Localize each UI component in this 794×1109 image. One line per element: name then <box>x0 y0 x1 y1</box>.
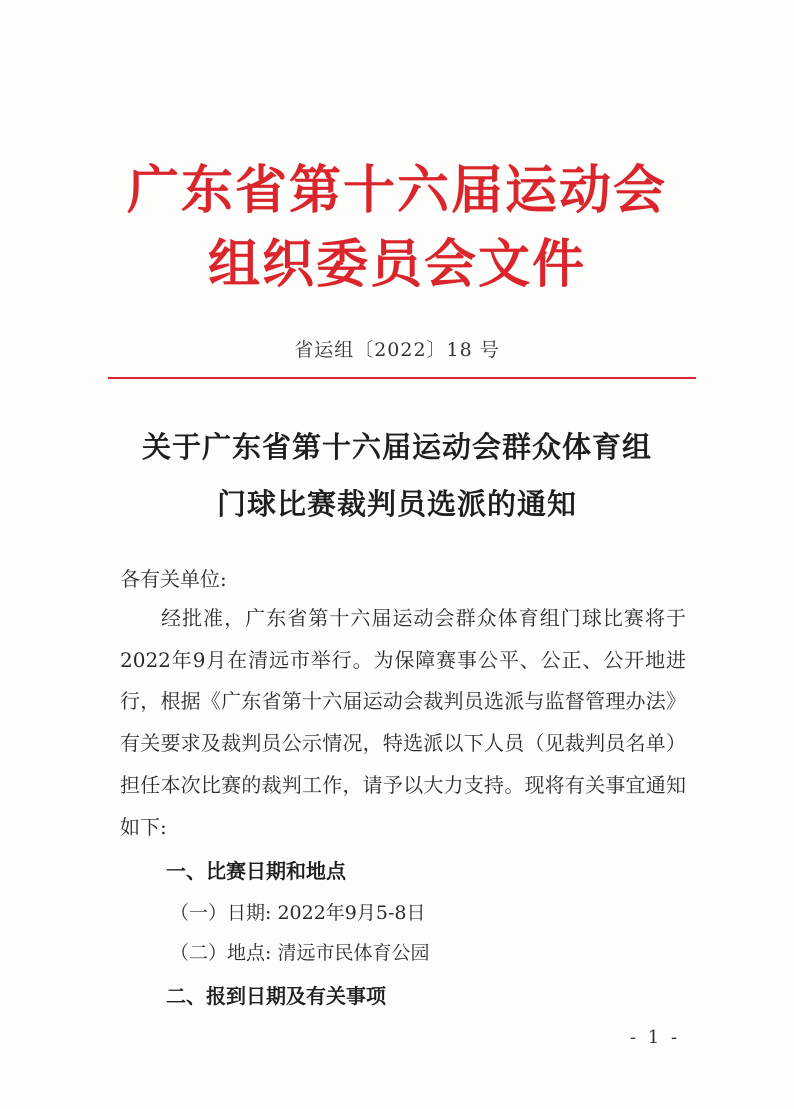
header-title-line2: 组织委员会文件 <box>207 235 586 295</box>
notice-title-line1: 关于广东省第十六届运动会群众体育组 <box>141 430 652 464</box>
body-paragraph-text: 经批准，广东省第十六届运动会群众体育组门球比赛将于2022年9月在清远市举行。为保障赛事公平、公正、公开地进行，根据《广东省第十六届运动会裁判员选派与监督管理办法》有关要求及裁判员公示情况，特选派以下人员（见裁判员名单）担任本次比赛的裁判工作，请予以大力支持。现将有关事宜通知如下: <box>120 606 686 839</box>
section-heading-2: 二、报到日期及有关事项 <box>166 984 386 1008</box>
header-title-line1: 广东省第十六届运动会 <box>126 161 667 221</box>
section-heading-1: 一、比赛日期和地点 <box>166 859 346 883</box>
notice-title-line2: 门球比赛裁判员选派的通知 <box>216 487 577 521</box>
section-1-item-date: （一）日期: 2022年9月5-8日 <box>170 902 426 924</box>
salutation: 各有关单位: <box>120 567 227 591</box>
red-divider-rule <box>108 377 696 379</box>
body-paragraph <box>120 598 686 848</box>
document-number: 省运组〔2022〕18 号 <box>294 339 500 361</box>
page-number: - 1 - <box>630 1027 681 1048</box>
section-1-item-location: （二）地点: 清远市民体育公园 <box>170 942 430 964</box>
